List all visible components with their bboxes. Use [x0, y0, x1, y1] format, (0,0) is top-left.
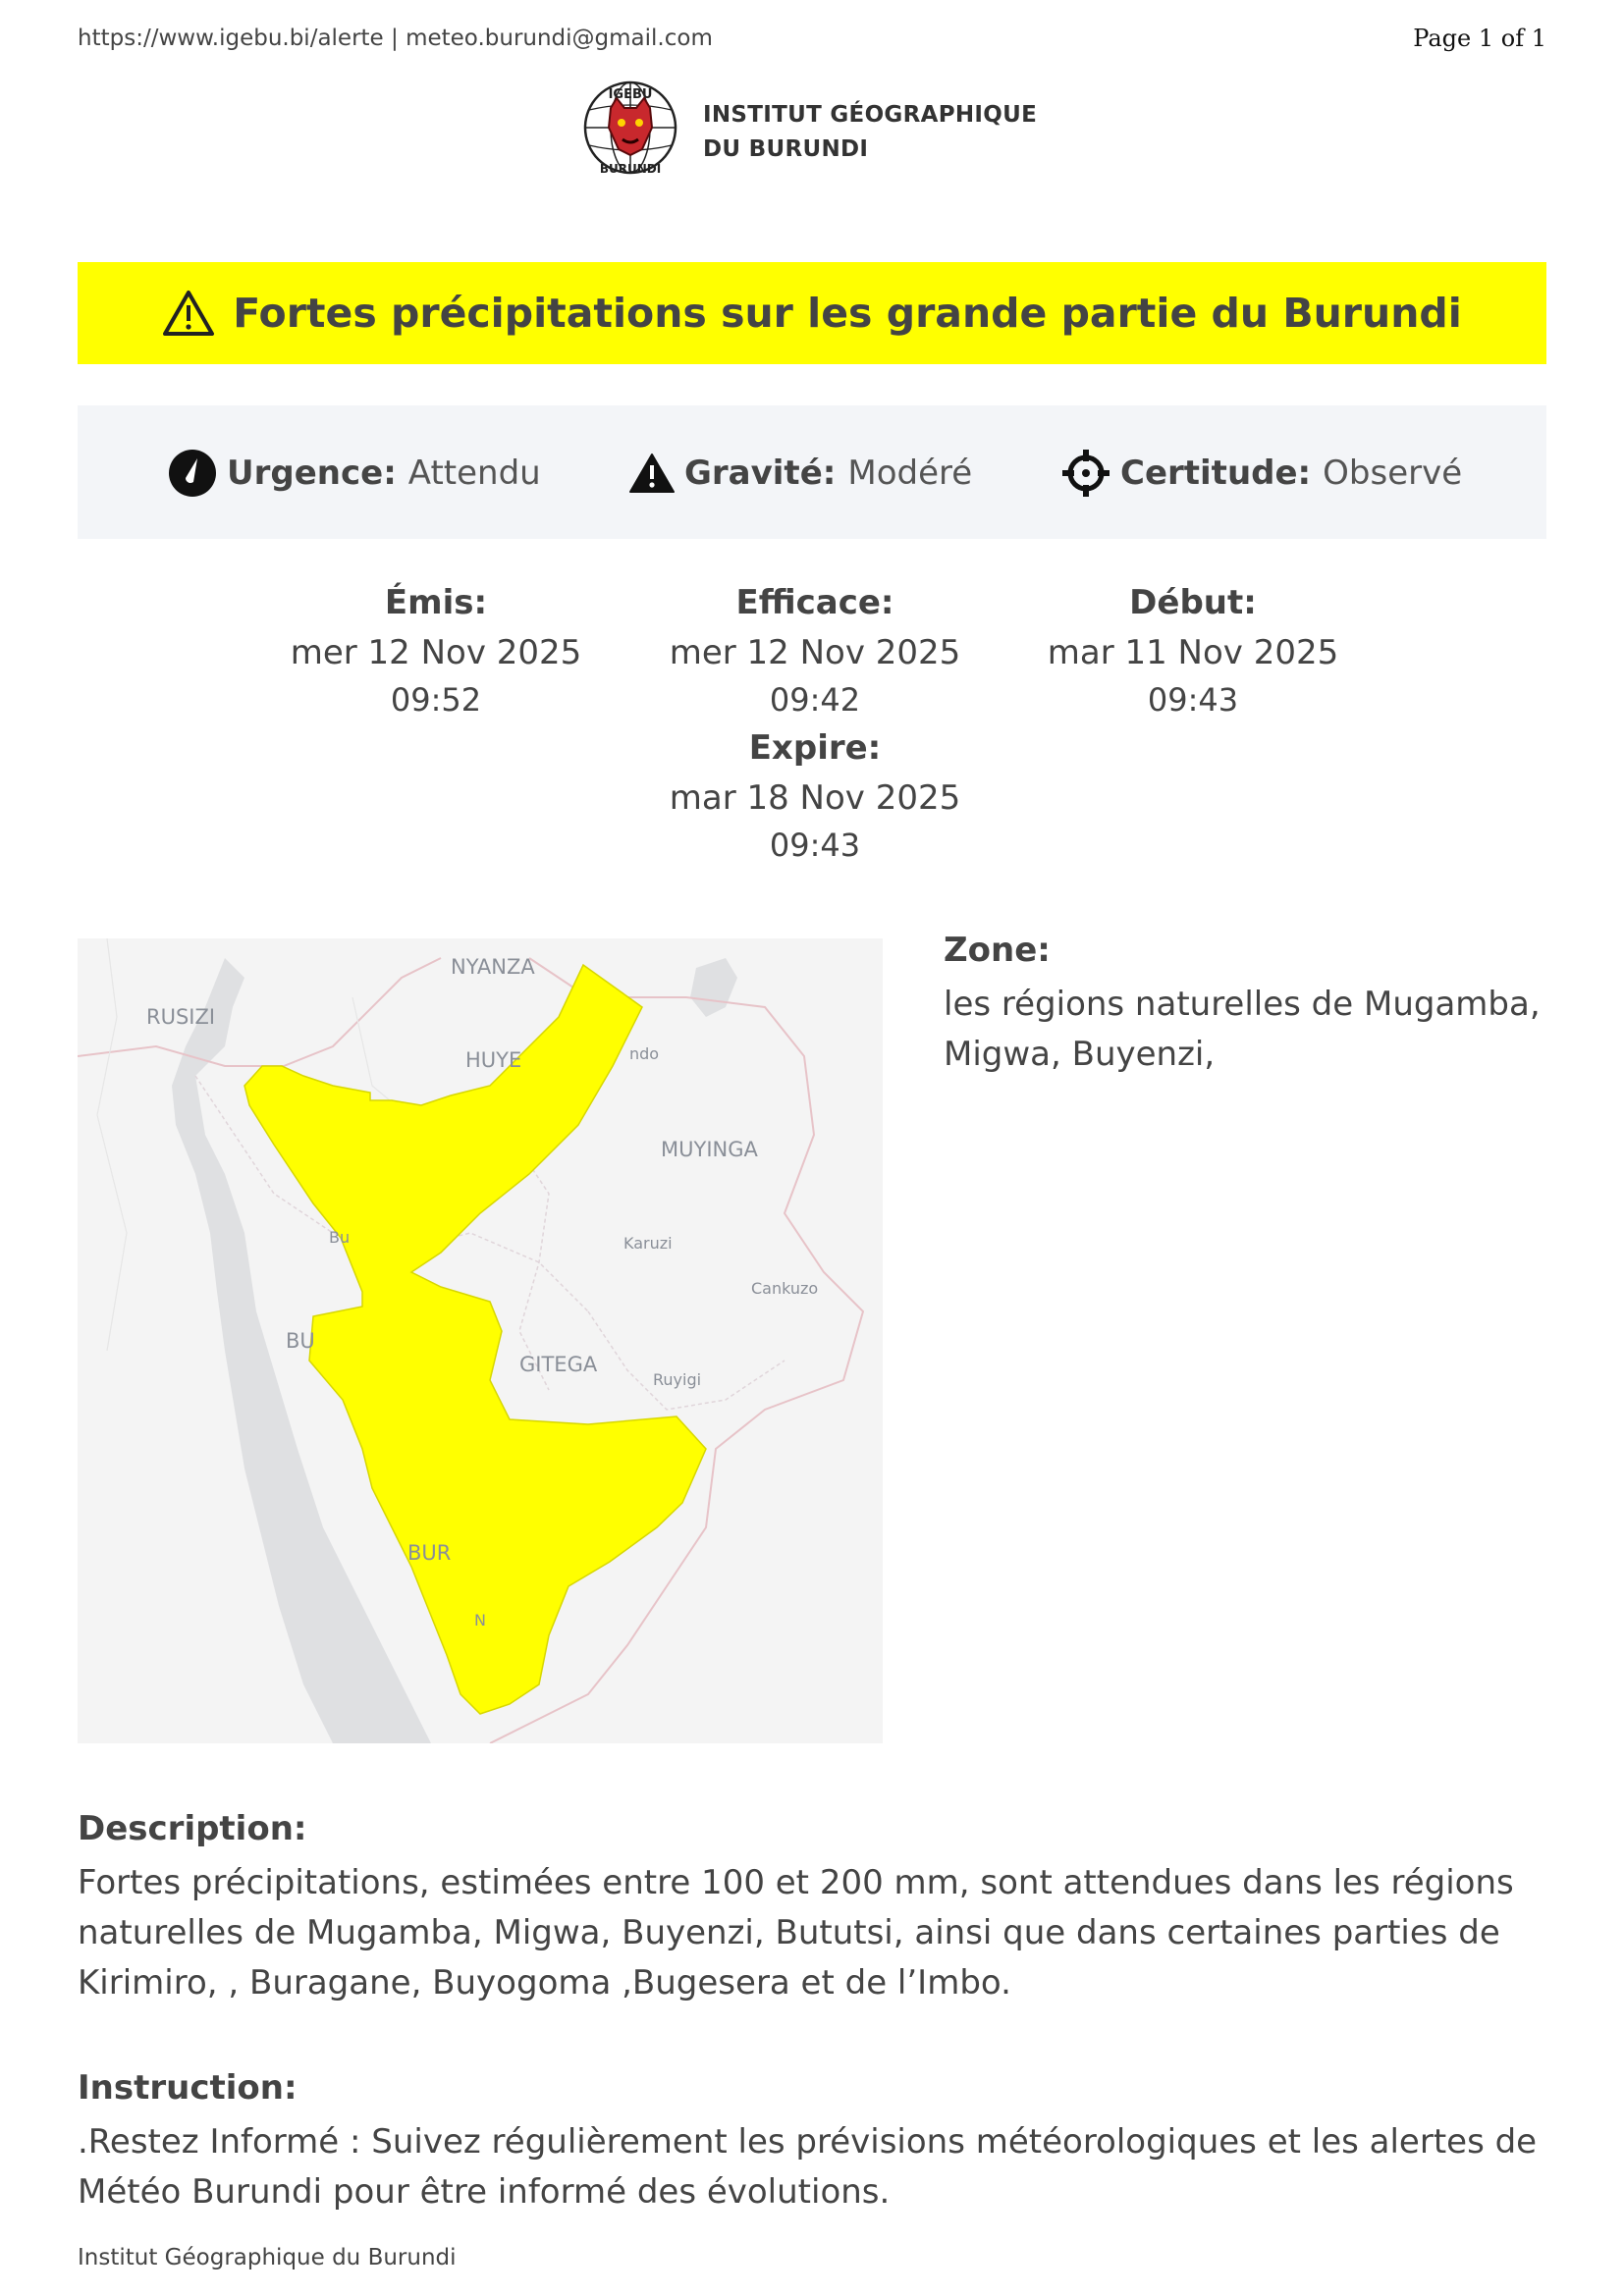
description-text: Fortes précipitations, estimées entre 100 et 200 mm, sont attendues dans les régions naturelles de Mugamba, Migwa, Buyenzi, Bututsi, ainsi que dans certaines parties de Kirimiro, , Buragane, Buyogoma ,Bugesera et de l’Imbo.	[78, 1863, 1514, 2002]
map-canvas	[78, 938, 883, 1743]
map-label-ndo: ndo	[629, 1044, 660, 1063]
onset-time: 09:43	[1147, 681, 1239, 719]
map-label-bu2: BU	[286, 1329, 315, 1353]
alert-headline-banner	[78, 262, 1546, 364]
expires-date	[648, 722, 982, 868]
institute-name	[703, 98, 1037, 167]
zone-text: les régions naturelles de Mugamba, Migwa, Buyenzi,	[944, 985, 1541, 1074]
issued-label: Émis:	[384, 583, 488, 622]
issued-date	[269, 577, 603, 722]
svg-text:IGEBU: IGEBU	[608, 87, 653, 102]
effective-label: Efficace:	[735, 583, 894, 622]
effective-day: mer 12 Nov 2025	[669, 633, 961, 672]
map-label-bu1: Bu	[329, 1228, 351, 1247]
severity-label: Gravité:	[684, 454, 837, 493]
urgency-label: Urgence:	[227, 454, 397, 493]
instruction-label: Instruction:	[78, 2068, 298, 2108]
map-label-karuzi: Karuzi	[623, 1234, 673, 1253]
institute-name-line1: INSTITUT GÉOGRAPHIQUE	[703, 102, 1038, 128]
onset-day: mar 11 Nov 2025	[1047, 633, 1339, 672]
map-label-ruyigi: Ruyigi	[653, 1370, 702, 1389]
expires-label: Expire:	[748, 728, 882, 768]
onset-label: Début:	[1129, 583, 1257, 622]
map-label-cankuzo: Cankuzo	[751, 1279, 819, 1298]
effective-time: 09:42	[769, 681, 861, 719]
certainty-item	[1061, 449, 1462, 498]
map-label-huye: HUYE	[465, 1048, 522, 1072]
onset-date	[1026, 577, 1360, 722]
instruction-text: .Restez Informé : Suivez régulièrement les prévisions météorologiques et les alertes de Météo Burundi pour être informé des évolutions.	[78, 2122, 1538, 2212]
description-label: Description:	[78, 1809, 307, 1848]
urgency-item	[168, 449, 541, 498]
zone-label: Zone:	[944, 931, 1051, 970]
warning-triangle-icon	[162, 289, 215, 338]
urgency-value: Attendu	[407, 454, 541, 493]
alert-meta-panel	[78, 405, 1546, 539]
svg-text:BURUNDI: BURUNDI	[599, 162, 662, 176]
institute-name-line2: DU BURUNDI	[703, 136, 869, 162]
warning-filled-icon	[629, 453, 675, 494]
map-label-muyinga: MUYINGA	[661, 1138, 758, 1161]
map-label-n: N	[474, 1611, 486, 1629]
gauge-icon	[168, 449, 217, 498]
issued-day: mer 12 Nov 2025	[290, 633, 582, 672]
igebu-emblem-icon	[581, 79, 679, 177]
certainty-value: Observé	[1323, 454, 1463, 493]
map-label-bur: BUR	[407, 1541, 452, 1565]
alert-area-map	[78, 938, 883, 1743]
certainty-label: Certitude:	[1120, 454, 1312, 493]
map-label-nyanza: NYANZA	[451, 955, 535, 979]
alert-headline: Fortes précipitations sur les grande partie du Burundi	[233, 290, 1462, 337]
institute-logo	[581, 79, 1072, 177]
map-label-gitega: GITEGA	[519, 1353, 598, 1376]
expires-time: 09:43	[769, 827, 861, 864]
crosshair-icon	[1061, 449, 1110, 498]
page-number: Page 1 of 1	[1413, 25, 1546, 52]
effective-date	[648, 577, 982, 722]
severity-item	[629, 449, 972, 498]
severity-value: Modéré	[847, 454, 973, 493]
issued-time: 09:52	[390, 681, 482, 719]
footer-text: Institut Géographique du Burundi	[78, 2245, 457, 2270]
expires-day: mar 18 Nov 2025	[669, 778, 961, 818]
map-label-rusizi: RUSIZI	[146, 1005, 216, 1029]
header-url-email: https://www.igebu.bi/alerte | meteo.burundi@gmail.com	[78, 26, 713, 51]
